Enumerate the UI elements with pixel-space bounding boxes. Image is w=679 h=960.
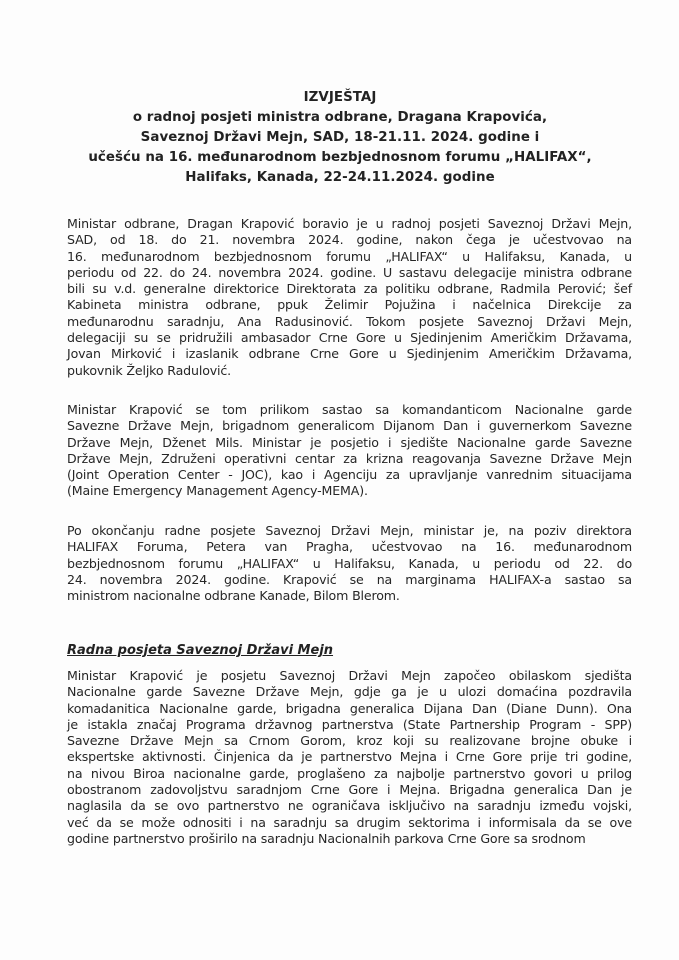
title-line: učešću na 16. međunarodnom bezbjednosnom forumu „HALIFAX“, [88,150,592,165]
text-line: naglasila da se ovo partnerstvo ne ograničava isključivo na saradnju između vojski, [67,798,632,814]
text-line: periodu od 22. do 24. novembra 2024. godine. U sastavu delegacije ministra odbrane [67,264,632,280]
text-line: Kabineta ministra odbrane, ppuk Želimir Pojužina i načelnica Direkcije za [67,297,632,313]
text-line: 16. međunarodnom bezbjednosnom forumu „HALIFAX“ u Halifaksu, Kanada, u [67,248,632,264]
text-line: je istakla značaj Programa državnog partnerstva (State Partnership Program - SPP) [67,716,632,732]
text-line: ekspertske aktivnosti. Činjenica da je partnerstvo Mejna i Crne Gore prije tri godine, [67,749,632,765]
text-line: ministrom nacionalne odbrane Kanade, Bilom Blerom. [67,588,400,604]
title-line: IZVJEŠTAJ [303,90,377,105]
text-line: na nivou Biroa nacionalne garde, proglašeno za najbolje partnerstvo govori u prilog [67,765,632,781]
paragraph-halifax [67,523,632,604]
text-line: komadanitica Nacionalne garde, brigadna generalica Dijana Dan (Diane Dunn). Ona [67,700,632,716]
title-line: o radnoj posjeti ministra odbrane, Dragana Krapovića, [132,110,548,125]
text-line: godine partnerstvo proširilo na saradnju Nacionalnih parkova Crne Gore sa srodnom [67,830,586,846]
document-title [40,88,640,188]
text-line: međunarodnu saradnju, Ana Radusinović. Tokom posjete Saveznoj Državi Mejn, [67,313,632,329]
title-line: Saveznoj Državi Mejn, SAD, 18-21.11. 2024. godine i [140,130,540,145]
text-line: Po okončanju radne posjete Saveznoj Državi Mejn, ministar je, na poziv direktora [67,523,632,538]
text-line: već da se može odnositi i na saradnju sa drugim sektorima i informisala da se ove [67,814,632,830]
text-line: Jovan Mirković i izaslanik odbrane Crne Gore u Sjedinjenim Američkim Državama, [67,346,632,362]
text-line: Ministar Krapović se tom prilikom sastao sa komandanticom Nacionalne garde [67,402,632,417]
text-line: (Maine Emergency Management Agency-MEMA). [67,483,368,499]
text-line: pukovnik Željko Radulović. [67,362,232,378]
text-line: delegaciji su se pridružili ambasador Crne Gore u Sjedinjenim Američkim Državama, [67,330,632,346]
paragraph-maine-visit [67,668,632,847]
paragraph-delegation [67,216,632,379]
text-line: (Joint Operation Center - JOC), kao i Agenciju za upravljanje vanrednim situacijama [67,467,632,483]
text-line: Države Mejn, Dženet Mils. Ministar je posjetio i sjedište Nacionalne garde Savezne [67,434,632,450]
text-line: Ministar odbrane, Dragan Krapović boravio je u radnoj posjeti Saveznoj Državi Mejn, [67,216,632,231]
paragraph-meetings [67,402,632,500]
text-line: Ministar Krapović je posjetu Saveznoj Državi Mejn započeo obilaskom sjedišta [67,668,632,683]
text-line: Savezne Države Mejn sa Crnom Gorom, kroz koji su realizovane brojne obuke i [67,733,632,749]
text-line: Države Mejn, Združeni operativni centar za krizna reagovanja Savezne Države Mejn [67,450,632,466]
text-line: 24. novembra 2024. godine. Krapović se na marginama HALIFAX-a sastao sa [67,571,632,587]
text-line: bili su v.d. generalne direktorice Direktorata za politiku odbrane, Radmila Perović; šef [67,281,632,297]
title-line: Halifaks, Kanada, 22-24.11.2024. godine [185,170,495,185]
text-line: bezbjednosnom forumu „HALIFAX“ u Halifaksu, Kanada, u periodu od 22. do [67,555,632,571]
text-line: HALIFAX Foruma, Petera van Pragha, učestvovao na 16. međunarodnom [67,539,632,555]
text-line: Nacionalne garde Savezne Države Mejn, gdje ga je u ulozi domaćina pozdravila [67,684,632,700]
text-line: obostranom zadovoljstvu saradnjom Crne Gore i Mejna. Brigadna generalica Dan je [67,782,632,798]
text-line: SAD, od 18. do 21. novembra 2024. godine, nakon čega je učestvovao na [67,232,632,248]
text-line: Savezne Države Mejn, brigadnom generalicom Dijanom Dan i guvernerkom Savezne [67,418,632,434]
section-heading: Radna posjeta Saveznoj Državi Mejn [67,643,334,658]
